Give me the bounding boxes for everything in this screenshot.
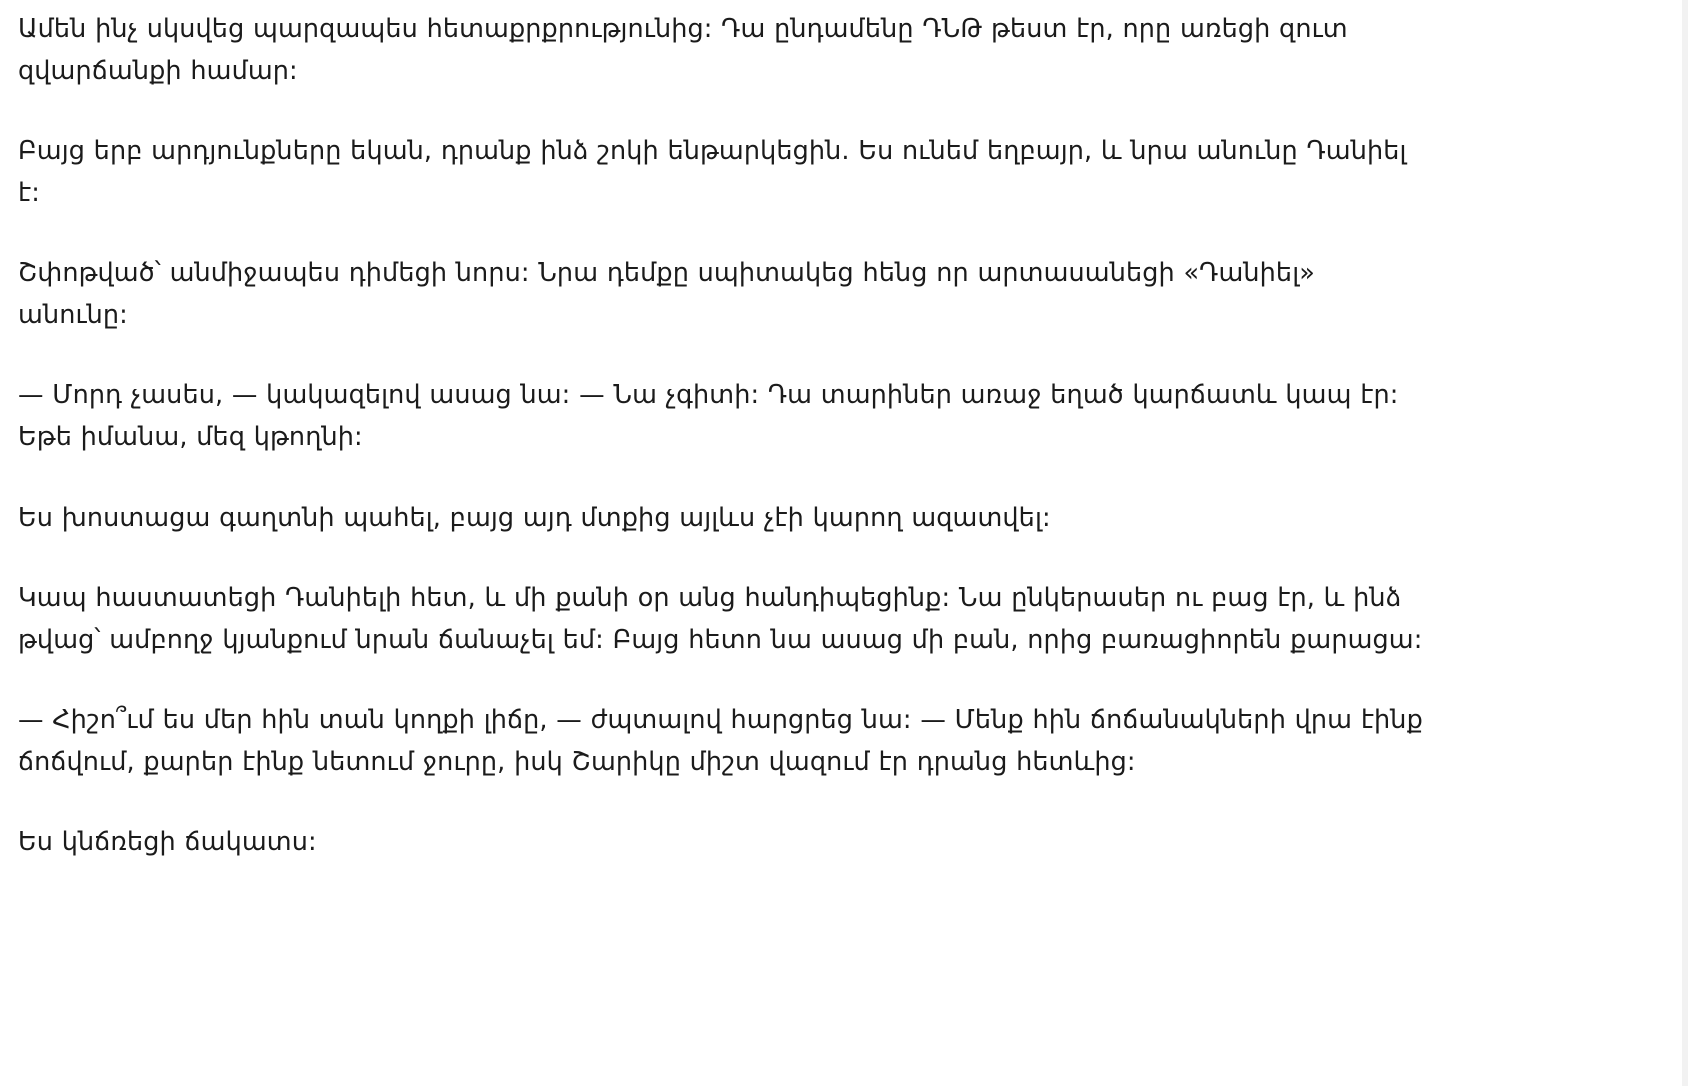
paragraph: — Մորդ չասես, — կակազելով ասաց նա: — Նա չգիտի: Դա տարիներ առաջ եղած կարճատև կապ էր: Եթե իմանա, մեզ կթողնի:	[18, 380, 1399, 453]
paragraph: Ամեն ինչ սկսվեց պարզապես հետաքրքրությունից: Դա ընդամենը ԴՆԹ թեստ էր, որը առեցի զուտ զվարճանքի համար:	[18, 14, 1348, 87]
page-right-margin-rule	[1682, 0, 1688, 1086]
paragraph: Կապ հաստատեցի Դանիելի հետ, և մի քանի օր անց հանդիպեցինք: Նա ընկերասեր ու բաց էր, և ինձ թվաց՝ ամբողջ կյանքում նրան ճանաչել եմ: Բայց հետո նա ասաց մի բան, որից բառացիորեն քարացա:	[18, 582, 1423, 655]
paragraph: Ես խոստացա գաղտնի պահել, բայց այդ մտքից այլևս չէի կարող ազատվել:	[18, 502, 1051, 533]
paragraph: — Հիշո՞ւմ ես մեր հին տան կողքի լիճը, — ժպտալով հարցրեց նա: — Մենք հին ճոճանակների վրա էինք ճոճվում, քարեր էինք նետում ջուրը, իսկ Շարիկը միշտ վազում էր դրանց հետևից:	[18, 704, 1423, 777]
paragraph: Շփոթված՝ անմիջապես դիմեցի նորս: Նրա դեմքը սպիտակեց հենց որ արտասանեցի «Դանիել» անունը:	[18, 258, 1315, 331]
paragraph: Բայց երբ արդյունքները եկան, դրանք ինձ շոկի ենթարկեցին. Ես ունեմ եղբայր, և նրա անունը Դանիել է:	[18, 136, 1407, 209]
paragraph: Ես կնճռեցի ճակատս:	[18, 826, 317, 857]
